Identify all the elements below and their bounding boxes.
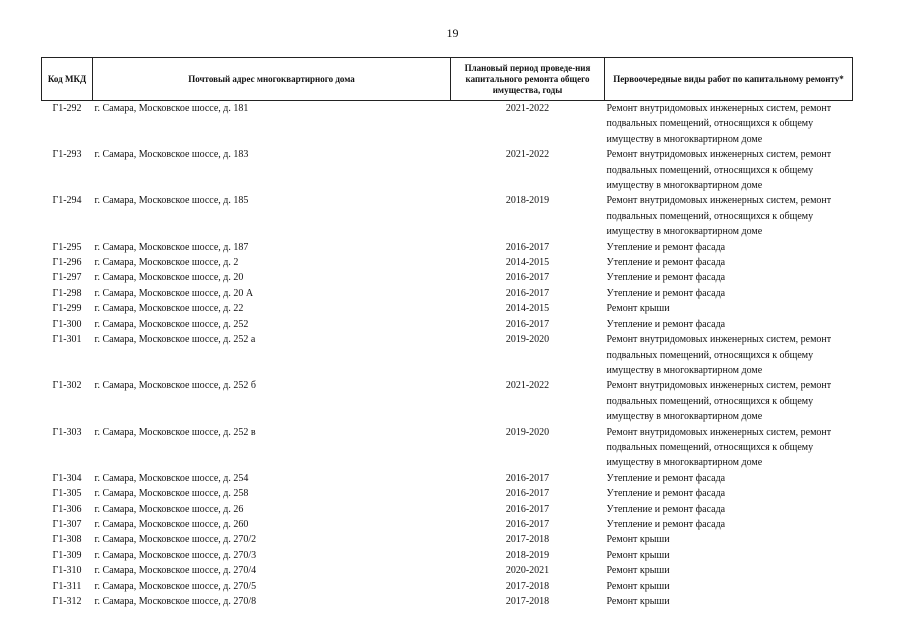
header-works: Первоочередные виды работ по капитальному ремонту*	[605, 58, 853, 101]
table-row	[42, 286, 853, 301]
cell-works: Утепление и ремонт фасада	[606, 488, 726, 500]
cell-code: Г1-296	[52, 257, 82, 269]
cell-period: 2016-2017	[505, 287, 550, 299]
cell-code: Г1-293	[52, 149, 82, 161]
cell-period: 2018-2019	[505, 195, 550, 207]
cell-code: Г1-292	[52, 103, 82, 114]
cell-address: г. Самара, Московское шоссе, д. 270/5	[94, 580, 257, 592]
cell-code: Г1-311	[52, 580, 82, 592]
table-row	[42, 332, 853, 378]
cell-address: г. Самара, Московское шоссе, д. 252 а	[94, 334, 256, 346]
cell-period: 2016-2017	[505, 472, 550, 484]
cell-period: 2017-2018	[505, 596, 550, 607]
cell-period: 2016-2017	[505, 503, 550, 515]
cell-address: г. Самара, Московское шоссе, д. 183	[94, 149, 249, 161]
cell-code: Г1-308	[52, 534, 82, 546]
cell-period: 2016-2017	[505, 518, 550, 530]
cell-address: г. Самара, Московское шоссе, д. 181	[94, 103, 249, 114]
header-code: Код МКД	[42, 58, 93, 101]
cell-works: Ремонт крыши	[606, 565, 670, 577]
cell-period: 2016-2017	[505, 272, 550, 284]
table-row	[42, 255, 853, 270]
cell-works: Утепление и ремонт фасада	[606, 272, 726, 284]
cell-address: г. Самара, Московское шоссе, д. 270/3	[94, 549, 257, 561]
cell-address: г. Самара, Московское шоссе, д. 270/8	[94, 596, 257, 607]
cell-address: г. Самара, Московское шоссе, д. 252	[94, 318, 249, 330]
cell-address: г. Самара, Московское шоссе, д. 252 б	[94, 380, 256, 392]
cell-code: Г1-303	[52, 426, 82, 438]
cell-works: Ремонт внутридомовых инженерных систем, ремонт подвальных помещений, относящихся к общему имуществу в многоквартирном доме	[606, 195, 832, 238]
table-row	[42, 471, 853, 486]
cell-address: г. Самара, Московское шоссе, д. 252 в	[94, 426, 256, 438]
table-row	[42, 378, 853, 424]
cell-period: 2016-2017	[505, 318, 550, 330]
header-address: Почтовый адрес многоквартирного дома	[93, 58, 451, 101]
cell-code: Г1-298	[52, 287, 82, 299]
cell-works: Утепление и ремонт фасада	[606, 503, 726, 515]
cell-period: 2018-2019	[505, 549, 550, 561]
cell-code: Г1-312	[52, 596, 82, 607]
cell-address: г. Самара, Московское шоссе, д. 26	[94, 503, 244, 515]
cell-works: Утепление и ремонт фасада	[606, 241, 726, 253]
cell-code: Г1-307	[52, 518, 82, 530]
cell-code: Г1-310	[52, 565, 82, 577]
table-header-row	[42, 58, 853, 101]
table-row	[42, 502, 853, 517]
cell-code: Г1-304	[52, 472, 82, 484]
cell-period: 2014-2015	[505, 303, 550, 315]
cell-works: Ремонт внутридомовых инженерных систем, ремонт подвальных помещений, относящихся к общему имуществу в многоквартирном доме	[606, 380, 832, 423]
cell-works: Утепление и ремонт фасада	[606, 318, 726, 330]
cell-code: Г1-299	[52, 303, 82, 315]
table-row	[42, 594, 853, 609]
cell-address: г. Самара, Московское шоссе, д. 22	[94, 303, 244, 315]
cell-works: Ремонт крыши	[606, 549, 670, 561]
cell-address: г. Самара, Московское шоссе, д. 260	[94, 518, 249, 530]
table-row	[42, 425, 853, 471]
cell-works: Ремонт внутридомовых инженерных систем, ремонт подвальных помещений, относящихся к общему имуществу в многоквартирном доме	[606, 334, 832, 376]
cell-period: 2021-2022	[505, 149, 550, 161]
page-number: 19	[446, 26, 459, 40]
cell-period: 2016-2017	[505, 488, 550, 500]
table-row	[42, 548, 853, 563]
cell-works: Ремонт крыши	[606, 303, 670, 315]
cell-period: 2014-2015	[505, 257, 550, 269]
cell-period: 2021-2022	[505, 380, 550, 392]
table-row	[42, 301, 853, 316]
table-row	[42, 563, 853, 578]
cell-address: г. Самара, Московское шоссе, д. 2	[94, 257, 239, 269]
cell-address: г. Самара, Московское шоссе, д. 187	[94, 241, 249, 253]
cell-code: Г1-305	[52, 488, 82, 500]
cell-works: Утепление и ремонт фасада	[606, 287, 726, 299]
table-row	[42, 193, 853, 239]
cell-address: г. Самара, Московское шоссе, д. 185	[94, 195, 249, 207]
cell-period: 2019-2020	[505, 426, 550, 438]
cell-works: Утепление и ремонт фасада	[606, 257, 726, 269]
table-row	[42, 240, 853, 255]
table-row	[42, 579, 853, 594]
cell-address: г. Самара, Московское шоссе, д. 20	[94, 272, 244, 284]
cell-address: г. Самара, Московское шоссе, д. 270/4	[94, 565, 257, 577]
cell-address: г. Самара, Московское шоссе, д. 20 А	[94, 287, 254, 299]
cell-code: Г1-309	[52, 549, 82, 561]
repair-schedule-table	[41, 57, 853, 609]
cell-period: 2016-2017	[505, 241, 550, 253]
cell-address: г. Самара, Московское шоссе, д. 258	[94, 488, 249, 500]
table-row	[42, 317, 853, 332]
table-row	[42, 270, 853, 285]
cell-code: Г1-302	[52, 380, 82, 392]
cell-works: Утепление и ремонт фасада	[606, 518, 726, 530]
cell-code: Г1-301	[52, 334, 82, 346]
cell-works: Ремонт внутридомовых инженерных систем, ремонт подвальных помещений, относящихся к общему имуществу в многоквартирном доме	[606, 103, 832, 145]
cell-code: Г1-297	[52, 272, 82, 284]
cell-address: г. Самара, Московское шоссе, д. 254	[94, 472, 249, 484]
cell-code: Г1-295	[52, 241, 82, 253]
cell-works: Ремонт внутридомовых инженерных систем, ремонт подвальных помещений, относящихся к общему имуществу в многоквартирном доме	[606, 149, 832, 192]
table-body	[42, 101, 853, 610]
table-row	[42, 101, 853, 148]
cell-period: 2020-2021	[505, 565, 550, 577]
cell-works: Ремонт внутридомовых инженерных систем, ремонт подвальных помещений, относящихся к общему имуществу в многоквартирном доме	[606, 426, 832, 469]
table-row	[42, 517, 853, 532]
table-row	[42, 532, 853, 547]
table-row	[42, 147, 853, 193]
cell-works: Ремонт крыши	[606, 534, 670, 546]
cell-code: Г1-306	[52, 503, 82, 515]
cell-works: Ремонт крыши	[606, 596, 670, 607]
cell-period: 2017-2018	[505, 534, 550, 546]
cell-code: Г1-294	[52, 195, 82, 207]
header-period: Плановый период проведе-ния капитального ремонта общего имущества, годы	[451, 58, 605, 101]
cell-period: 2017-2018	[505, 580, 550, 592]
cell-works: Ремонт крыши	[606, 580, 670, 592]
cell-address: г. Самара, Московское шоссе, д. 270/2	[94, 534, 257, 546]
cell-code: Г1-300	[52, 318, 82, 330]
table-row	[42, 486, 853, 501]
cell-period: 2019-2020	[505, 334, 550, 346]
cell-works: Утепление и ремонт фасада	[606, 472, 726, 484]
cell-period: 2021-2022	[505, 103, 550, 114]
